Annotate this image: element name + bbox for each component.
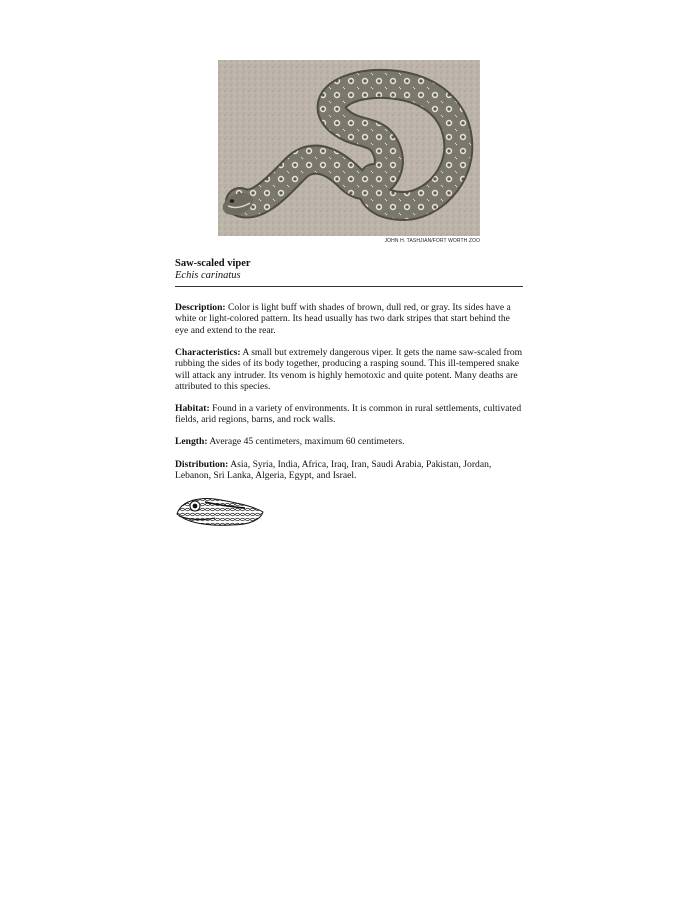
habitat-text: Found in a variety of environments. It is common in rural settlements, cultivated fields, arid regions, barns, and rock walls.: [175, 403, 522, 426]
scientific-name: Echis carinatus: [175, 270, 241, 281]
length-text: Average 45 centimeters, maximum 60 centimeters.: [209, 436, 405, 447]
habitat-paragraph: [175, 403, 523, 426]
length-label: Length:: [175, 436, 208, 447]
characteristics-text: A small but extremely dangerous viper. It gets the name saw-scaled from rubbing the sides of its body together, producing a rasping sound. This ill-tempered snake will attack any intruder. Its venom is highly hemotoxic and quite potent. Many deaths are attributed to this species.: [175, 347, 523, 392]
description-paragraph: [175, 302, 523, 336]
species-title-block: [175, 258, 523, 282]
photo-credit: JOHN H. TASHJIAN/FORT WORTH ZOO: [384, 238, 480, 244]
common-name: Saw-scaled viper: [175, 258, 251, 269]
viper-photo: [218, 60, 480, 236]
length-paragraph: [175, 436, 523, 447]
viper-photo-image: [218, 60, 480, 236]
characteristics-label: Characteristics:: [175, 347, 241, 358]
description-text: Color is light buff with shades of brown, dull red, or gray. Its sides have a white or light-colored pattern. Its head usually has two dark stripes that start behind the eye and extend to the rear.: [175, 302, 511, 336]
divider: [175, 286, 523, 287]
habitat-label: Habitat:: [175, 403, 210, 414]
description-label: Description:: [175, 302, 226, 313]
distribution-paragraph: [175, 459, 523, 482]
viper-head-sketch-icon: [175, 492, 265, 528]
distribution-text: Asia, Syria, India, Africa, Iraq, Iran, Saudi Arabia, Pakistan, Jordan, Lebanon, Sri Lanka, Algeria, Egypt, and Israel.: [175, 459, 492, 482]
distribution-label: Distribution:: [175, 459, 229, 470]
characteristics-paragraph: [175, 347, 523, 392]
